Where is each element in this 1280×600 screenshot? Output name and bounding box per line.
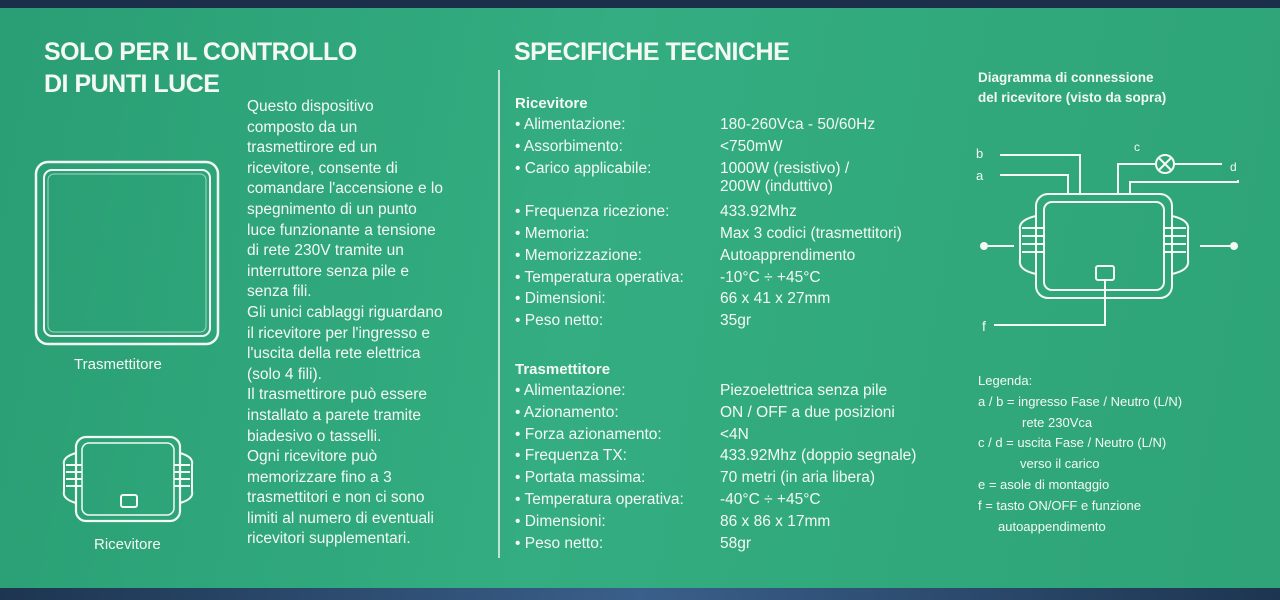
diagram-title	[978, 68, 1228, 108]
description-line: di rete 230V tramite un	[247, 242, 404, 260]
legend-f-2: autoappendimento	[998, 518, 1106, 534]
transmitter-illustration	[34, 160, 222, 348]
spec-value-line: -40°C ÷ +45°C	[720, 490, 821, 508]
spec-value-line: Autoapprendimento	[720, 246, 856, 264]
column-divider	[498, 70, 500, 558]
spec-value	[720, 469, 875, 487]
spec-value-line: 180-260Vca - 50/60Hz	[720, 116, 876, 133]
spec-name: • Temperatura operativa:	[515, 490, 684, 508]
spec-value-line: Piezoelettrica senza pile	[720, 382, 888, 399]
description-line: trasmettirore ed un	[247, 139, 378, 157]
description-line: limiti al numero di eventuali	[247, 509, 434, 527]
spec-name: • Portata massima:	[515, 469, 646, 487]
spec-name: • Frequenza TX:	[515, 447, 627, 465]
spec-value	[720, 203, 797, 221]
legend-e: e = asole di montaggio	[978, 476, 1110, 492]
spec-row	[515, 535, 975, 557]
spec-name: • Memorizzazione:	[515, 246, 642, 264]
description-line: installato a parete tramite	[247, 406, 422, 424]
spec-row	[515, 247, 975, 269]
receiver-specs-list	[515, 116, 975, 334]
diagram-label-b: b	[976, 146, 984, 161]
spec-name: • Alimentazione:	[515, 382, 626, 399]
description-line: trasmettitori e non ci sono	[247, 489, 425, 507]
spec-name: • Frequenza ricezione:	[515, 203, 670, 221]
legend-ab-2: rete 230Vca	[1022, 414, 1093, 430]
receiver-illustration	[60, 435, 196, 525]
diagram-label-c: c	[1134, 140, 1140, 154]
spec-value	[720, 247, 855, 265]
spec-value	[720, 269, 821, 287]
diagram-label-d: d	[1230, 160, 1237, 174]
transmitter-label: Trasmettitore	[74, 356, 162, 373]
spec-row	[515, 447, 975, 469]
spec-row	[515, 312, 975, 334]
description-line: Il trasmettirore può essere	[247, 386, 428, 404]
spec-name: • Azionamento:	[515, 403, 619, 421]
spec-value-line: 58gr	[720, 534, 752, 552]
spec-value-line: <750mW	[720, 137, 783, 155]
spec-value-line: 86 x 86 x 17mm	[720, 512, 831, 530]
spec-value-line: 1000W (resistivo) /	[720, 159, 850, 177]
spec-name: • Alimentazione:	[515, 116, 626, 133]
spec-value	[720, 382, 887, 400]
spec-row	[515, 116, 975, 138]
spec-value	[720, 312, 751, 330]
diagram-title-line2: del ricevitore (visto da sopra)	[978, 90, 1167, 105]
spec-value-line: 35gr	[720, 312, 752, 330]
description-line: Ogni ricevitore può	[247, 448, 378, 466]
receiver-label: Ricevitore	[94, 536, 161, 553]
spec-value-line: ON / OFF a due posizioni	[720, 403, 895, 421]
legend-cd-2: verso il carico	[1020, 456, 1100, 472]
spec-name: • Carico applicabile:	[515, 159, 652, 177]
spec-row	[515, 513, 975, 535]
description-line: composto da un	[247, 118, 358, 136]
spec-value-line: 433.92Mhz	[720, 203, 797, 221]
legend-cd: c / d = uscita Fase / Neutro (L/N)	[978, 435, 1167, 451]
spec-name: • Peso netto:	[515, 312, 604, 330]
description-line: l'uscita della rete elettrica	[247, 345, 421, 363]
spec-name: • Temperatura operativa:	[515, 268, 684, 286]
spec-value-line: 70 metri (in aria libera)	[720, 469, 876, 487]
description-line: Gli unici cablaggi riguardano	[247, 303, 443, 321]
spec-row	[515, 160, 975, 204]
spec-value	[720, 447, 916, 465]
spec-value-line: 433.92Mhz (doppio segnale)	[720, 447, 917, 465]
bottom-edge	[0, 588, 1280, 600]
product-description	[247, 97, 485, 550]
spec-row	[515, 225, 975, 247]
description-line: il ricevitore per l'ingresso e	[247, 324, 431, 342]
transmitter-specs-list	[515, 382, 975, 556]
spec-value	[720, 290, 830, 308]
specs-title: SPECIFICHE TECNICHE	[514, 38, 790, 66]
spec-name: • Peso netto:	[515, 534, 604, 552]
diagram-label-f: f	[982, 318, 986, 334]
description-line: ricevitore, consente di	[247, 159, 398, 177]
left-title	[44, 36, 374, 100]
spec-row	[515, 382, 975, 404]
spec-row	[515, 404, 975, 426]
spec-value-line: Max 3 codici (trasmettitori)	[720, 224, 902, 242]
legend-f: f = tasto ON/OFF e funzione	[978, 497, 1141, 513]
description-line: luce funzionante a tensione	[247, 221, 436, 239]
description-line: spegnimento di un punto	[247, 200, 417, 218]
connection-diagram	[974, 140, 1264, 340]
spec-row	[515, 269, 975, 291]
spec-value	[720, 225, 902, 243]
description-line: comandare l'accensione e lo	[247, 180, 443, 198]
spec-name: • Memoria:	[515, 224, 590, 242]
description-line: biadesivo o tasselli.	[247, 427, 382, 445]
description-line: (solo 4 fili).	[247, 365, 322, 383]
spec-value-line-2: 200W (induttivo)	[720, 177, 833, 195]
spec-row	[515, 469, 975, 491]
transmitter-specs-title: Trasmettitore	[515, 361, 611, 378]
spec-row	[515, 203, 975, 225]
description-line: Questo dispositivo	[247, 98, 374, 115]
diagram-legend	[978, 371, 1268, 537]
spec-name: • Dimensioni:	[515, 290, 606, 308]
spec-value-line: <4N	[720, 425, 749, 443]
spec-value	[720, 116, 875, 134]
spec-name: • Dimensioni:	[515, 512, 606, 530]
legend-ab: a / b = ingresso Fase / Neutro (L/N)	[978, 393, 1183, 409]
legend-title: Legenda:	[978, 373, 1033, 388]
description-line: senza fili.	[247, 283, 312, 301]
description-line: ricevitori supplementari.	[247, 530, 411, 548]
spec-name: • Assorbimento:	[515, 137, 623, 155]
spec-value	[720, 138, 782, 156]
left-title-line1: SOLO PER IL CONTROLLO	[44, 38, 357, 66]
spec-value	[720, 426, 749, 444]
description-line: interruttore senza pile e	[247, 262, 409, 280]
spec-value	[720, 404, 895, 422]
spec-value-line: 66 x 41 x 27mm	[720, 290, 831, 308]
diagram-label-a: a	[976, 168, 984, 183]
spec-row	[515, 426, 975, 448]
spec-row	[515, 491, 975, 513]
spec-row	[515, 290, 975, 312]
spec-value	[720, 491, 821, 509]
spec-row	[515, 138, 975, 160]
spec-value	[720, 513, 830, 531]
left-title-line2: DI PUNTI LUCE	[44, 70, 220, 98]
spec-value	[720, 160, 849, 196]
spec-name: • Forza azionamento:	[515, 425, 662, 443]
receiver-specs-title: Ricevitore	[515, 95, 588, 112]
diagram-title-line1: Diagramma di connessione	[978, 70, 1154, 85]
spec-value-line: -10°C ÷ +45°C	[720, 268, 821, 286]
description-line: memorizzare fino a 3	[247, 468, 392, 486]
spec-value	[720, 535, 751, 553]
